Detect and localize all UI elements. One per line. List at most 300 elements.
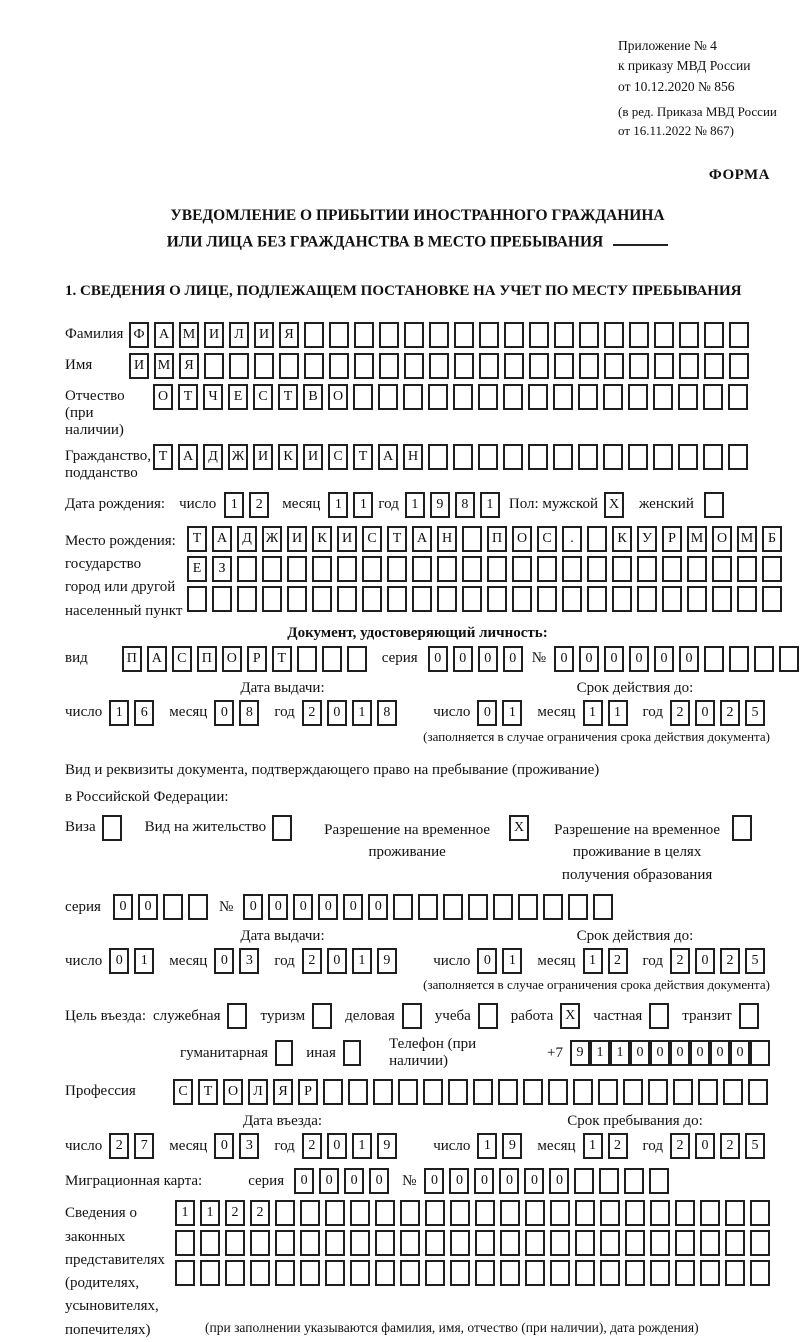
char-cell bbox=[728, 384, 748, 410]
char-cell bbox=[600, 1200, 620, 1226]
birth-day-cells bbox=[224, 492, 274, 518]
char-cell bbox=[629, 322, 649, 348]
char-cell bbox=[662, 556, 682, 582]
char-cell bbox=[200, 1230, 220, 1256]
char-cell bbox=[703, 384, 723, 410]
phone-cells bbox=[570, 1040, 770, 1066]
char-cell: 0 bbox=[604, 646, 624, 672]
char-cell bbox=[487, 556, 507, 582]
char-cell: Ф bbox=[129, 322, 149, 348]
form-title-line1: УВЕДОМЛЕНИЕ О ПРИБЫТИИ ИНОСТРАННОГО ГРАЖДАНИНА bbox=[170, 206, 665, 224]
residence-number-label: № bbox=[218, 898, 234, 915]
char-cell: А bbox=[412, 526, 432, 552]
char-cell: С bbox=[173, 1079, 193, 1105]
char-cell bbox=[329, 353, 349, 379]
residence-series-row bbox=[65, 894, 770, 920]
char-cell bbox=[212, 586, 232, 612]
char-cell bbox=[425, 1230, 445, 1256]
char-cell bbox=[163, 894, 183, 920]
char-cell: П bbox=[487, 526, 507, 552]
temp-residence-education-checkbox bbox=[732, 815, 752, 841]
char-cell: 0 bbox=[695, 700, 715, 726]
char-cell bbox=[604, 322, 624, 348]
char-cell: П bbox=[122, 646, 142, 672]
char-cell bbox=[304, 322, 324, 348]
given-name-label: Имя bbox=[65, 356, 93, 373]
char-cell bbox=[337, 556, 357, 582]
doc-series-cells bbox=[428, 646, 528, 672]
char-cell: Ж bbox=[262, 526, 282, 552]
residence-series-label: серия bbox=[65, 898, 101, 915]
char-cell bbox=[454, 322, 474, 348]
char-cell bbox=[673, 1079, 693, 1105]
representatives-note: (при заполнении указываются фамилия, имя, отчество (при наличии), дата рождения) bbox=[205, 1320, 699, 1336]
char-cell bbox=[425, 1260, 445, 1286]
citizenship-row bbox=[65, 444, 770, 482]
char-cell: 1 bbox=[352, 700, 372, 726]
char-cell bbox=[237, 586, 257, 612]
char-cell: Л bbox=[248, 1079, 268, 1105]
char-cell bbox=[375, 1200, 395, 1226]
representatives-block bbox=[65, 1200, 770, 1342]
char-cell: Т bbox=[178, 384, 198, 410]
char-cell bbox=[523, 1079, 543, 1105]
entry-day-cells bbox=[109, 1133, 159, 1159]
representatives-cells bbox=[175, 1200, 775, 1342]
char-cell bbox=[675, 1260, 695, 1286]
char-cell: 0 bbox=[477, 948, 497, 974]
char-cell bbox=[712, 556, 732, 582]
char-cell: А bbox=[154, 322, 174, 348]
char-cell: Л bbox=[229, 322, 249, 348]
issue-month-cells bbox=[214, 700, 264, 726]
temp-residence-education-option: Разрешение на временное проживание в целях получения образования bbox=[548, 815, 757, 887]
char-cell bbox=[579, 353, 599, 379]
char-cell: 0 bbox=[549, 1168, 569, 1194]
residence-date-titles bbox=[65, 928, 770, 945]
char-cell: 5 bbox=[745, 948, 765, 974]
char-cell bbox=[475, 1230, 495, 1256]
migration-series-label: серия bbox=[248, 1172, 285, 1189]
char-cell bbox=[678, 384, 698, 410]
residence-dates bbox=[65, 948, 770, 974]
char-cell: 2 bbox=[302, 1133, 322, 1159]
char-cell bbox=[423, 1079, 443, 1105]
stay-month-cells bbox=[583, 1133, 633, 1159]
char-cell: О bbox=[223, 1079, 243, 1105]
valid-year-cells bbox=[670, 700, 770, 726]
char-cell: 2 bbox=[670, 1133, 690, 1159]
residence-issue-title: Дата выдачи: bbox=[240, 928, 325, 945]
char-cell: С bbox=[253, 384, 273, 410]
char-cell: 0 bbox=[654, 646, 674, 672]
char-cell: 1 bbox=[502, 948, 522, 974]
char-cell bbox=[603, 444, 623, 470]
char-cell: Р bbox=[298, 1079, 318, 1105]
sex-male-label: Пол: мужской bbox=[508, 496, 599, 513]
char-cell bbox=[450, 1260, 470, 1286]
char-cell bbox=[275, 1260, 295, 1286]
char-cell bbox=[329, 322, 349, 348]
residence-series-cells bbox=[113, 894, 213, 920]
char-cell: 2 bbox=[720, 948, 740, 974]
char-cell: 0 bbox=[243, 894, 263, 920]
char-cell bbox=[729, 353, 749, 379]
char-cell bbox=[578, 444, 598, 470]
stay-until-title: Срок пребывания до: bbox=[567, 1113, 703, 1130]
char-cell bbox=[429, 353, 449, 379]
representatives-line1 bbox=[175, 1200, 775, 1226]
char-cell bbox=[529, 353, 549, 379]
char-cell bbox=[453, 384, 473, 410]
char-cell: 2 bbox=[249, 492, 269, 518]
char-cell bbox=[404, 353, 424, 379]
char-cell bbox=[600, 1230, 620, 1256]
char-cell: 2 bbox=[720, 700, 740, 726]
appendix-line: Приложение № 4 bbox=[618, 38, 717, 53]
char-cell bbox=[279, 353, 299, 379]
char-cell bbox=[175, 1260, 195, 1286]
char-cell: 8 bbox=[455, 492, 475, 518]
char-cell: 9 bbox=[570, 1040, 590, 1066]
char-cell: М bbox=[179, 322, 199, 348]
char-cell: 1 bbox=[405, 492, 425, 518]
char-cell: 1 bbox=[353, 492, 373, 518]
char-cell: О bbox=[328, 384, 348, 410]
purpose-other-checkbox bbox=[343, 1040, 361, 1066]
char-cell bbox=[750, 1260, 770, 1286]
char-cell: 1 bbox=[134, 948, 154, 974]
char-cell bbox=[623, 1079, 643, 1105]
char-cell: А bbox=[212, 526, 232, 552]
char-cell bbox=[528, 444, 548, 470]
char-cell bbox=[188, 894, 208, 920]
amendment-line: от 16.11.2022 № 867) bbox=[618, 123, 735, 139]
char-cell bbox=[725, 1260, 745, 1286]
purpose-transit-checkbox bbox=[739, 1003, 759, 1029]
char-cell bbox=[350, 1230, 370, 1256]
issue-date-group: число 1 6 месяц 0 8 год 2 0 1 8 bbox=[65, 700, 412, 726]
char-cell bbox=[375, 1260, 395, 1286]
char-cell bbox=[468, 894, 488, 920]
char-cell: 0 bbox=[214, 948, 234, 974]
char-cell bbox=[400, 1260, 420, 1286]
entry-date-group: число 2 7 месяц 0 3 год 2 0 1 9 bbox=[65, 1133, 412, 1159]
char-cell: 9 bbox=[377, 948, 397, 974]
char-cell bbox=[587, 586, 607, 612]
char-cell: М bbox=[154, 353, 174, 379]
char-cell: И bbox=[129, 353, 149, 379]
char-cell bbox=[229, 353, 249, 379]
doc-type-label: вид bbox=[65, 650, 88, 667]
month-label: месяц bbox=[282, 496, 321, 513]
char-cell bbox=[675, 1230, 695, 1256]
birth-place-label: Место рождения: государство город или другой населенный пункт bbox=[65, 532, 183, 619]
char-cell bbox=[503, 444, 523, 470]
char-cell bbox=[573, 1079, 593, 1105]
purpose-study-checkbox bbox=[478, 1003, 498, 1029]
char-cell bbox=[650, 1230, 670, 1256]
char-cell: 0 bbox=[630, 1040, 650, 1066]
char-cell: И bbox=[253, 444, 273, 470]
char-cell bbox=[504, 353, 524, 379]
sex-male-checkbox: X bbox=[604, 492, 624, 518]
residence-permit-checkbox bbox=[272, 815, 292, 841]
purpose-business-checkbox bbox=[402, 1003, 422, 1029]
char-cell: 1 bbox=[224, 492, 244, 518]
char-cell: 2 bbox=[250, 1200, 270, 1226]
char-cell bbox=[287, 556, 307, 582]
char-cell bbox=[379, 322, 399, 348]
purpose-work-checkbox: X bbox=[560, 1003, 580, 1029]
char-cell: 0 bbox=[138, 894, 158, 920]
char-cell bbox=[528, 384, 548, 410]
char-cell: 0 bbox=[327, 948, 347, 974]
char-cell: 1 bbox=[590, 1040, 610, 1066]
char-cell bbox=[312, 556, 332, 582]
char-cell bbox=[425, 1200, 445, 1226]
char-cell bbox=[375, 1230, 395, 1256]
char-cell: Н bbox=[437, 526, 457, 552]
residence-issue-month bbox=[214, 948, 264, 974]
char-cell: Я bbox=[279, 322, 299, 348]
char-cell bbox=[554, 322, 574, 348]
char-cell: 0 bbox=[650, 1040, 670, 1066]
residence-permit-option: Вид на жительство bbox=[145, 815, 297, 841]
char-cell bbox=[325, 1260, 345, 1286]
day-label: число bbox=[179, 496, 217, 513]
char-cell bbox=[562, 586, 582, 612]
residence-number-cells bbox=[243, 894, 618, 920]
char-cell: 1 bbox=[583, 1133, 603, 1159]
char-cell: Е bbox=[228, 384, 248, 410]
representatives-label: Сведения о законных представителях (родителях, усыновителях, попечителях) bbox=[65, 1205, 165, 1338]
char-cell bbox=[275, 1200, 295, 1226]
purpose-tourism-checkbox bbox=[312, 1003, 332, 1029]
char-cell: У bbox=[637, 526, 657, 552]
doc-type-cells bbox=[122, 646, 372, 672]
char-cell: 0 bbox=[710, 1040, 730, 1066]
doc-series-label: серия bbox=[381, 650, 418, 667]
char-cell: 0 bbox=[344, 1168, 364, 1194]
identity-doc-date-titles bbox=[65, 680, 770, 697]
char-cell bbox=[475, 1260, 495, 1286]
char-cell bbox=[498, 1079, 518, 1105]
char-cell: К bbox=[312, 526, 332, 552]
char-cell bbox=[200, 1260, 220, 1286]
char-cell bbox=[687, 556, 707, 582]
char-cell bbox=[653, 444, 673, 470]
residence-doc-options bbox=[65, 815, 770, 887]
char-cell bbox=[624, 1168, 644, 1194]
amendment-line: (в ред. Приказа МВД России bbox=[618, 103, 777, 119]
char-cell: 8 bbox=[377, 700, 397, 726]
char-cell: Ч bbox=[203, 384, 223, 410]
char-cell bbox=[473, 1079, 493, 1105]
surname-cells bbox=[129, 322, 754, 348]
char-cell bbox=[400, 1200, 420, 1226]
char-cell: 5 bbox=[745, 700, 765, 726]
char-cell: 0 bbox=[499, 1168, 519, 1194]
char-cell bbox=[698, 1079, 718, 1105]
char-cell: 0 bbox=[695, 948, 715, 974]
migration-series-cells bbox=[294, 1168, 394, 1194]
char-cell: О bbox=[712, 526, 732, 552]
migration-number-cells bbox=[424, 1168, 674, 1194]
representatives-line2 bbox=[175, 1230, 775, 1256]
char-cell: 1 bbox=[352, 1133, 372, 1159]
citizenship-cells bbox=[153, 444, 753, 470]
char-cell: 0 bbox=[453, 646, 473, 672]
migration-card-row bbox=[65, 1168, 770, 1194]
char-cell: 0 bbox=[503, 646, 523, 672]
char-cell bbox=[662, 586, 682, 612]
birth-date-label: Дата рождения: bbox=[65, 496, 166, 513]
char-cell bbox=[704, 646, 724, 672]
char-cell: П bbox=[197, 646, 217, 672]
char-cell: 1 bbox=[610, 1040, 630, 1066]
char-cell bbox=[550, 1260, 570, 1286]
char-cell: 1 bbox=[328, 492, 348, 518]
char-cell bbox=[462, 556, 482, 582]
char-cell bbox=[348, 1079, 368, 1105]
valid-until-title: Срок действия до: bbox=[576, 679, 694, 696]
char-cell bbox=[637, 586, 657, 612]
identity-doc-heading: Документ, удостоверяющий личность: bbox=[287, 624, 548, 641]
char-cell: 0 bbox=[554, 646, 574, 672]
char-cell: 0 bbox=[474, 1168, 494, 1194]
char-cell bbox=[628, 384, 648, 410]
char-cell: Т bbox=[187, 526, 207, 552]
char-cell bbox=[554, 353, 574, 379]
doc-number-label: № bbox=[531, 650, 546, 667]
birth-date-row bbox=[65, 492, 770, 518]
char-cell bbox=[478, 444, 498, 470]
char-cell: Д bbox=[203, 444, 223, 470]
surname-label: Фамилия bbox=[65, 325, 124, 342]
char-cell bbox=[679, 353, 699, 379]
birth-place-line1 bbox=[187, 526, 787, 552]
char-cell bbox=[525, 1260, 545, 1286]
char-cell bbox=[703, 444, 723, 470]
char-cell: 0 bbox=[319, 1168, 339, 1194]
char-cell: 9 bbox=[377, 1133, 397, 1159]
temp-residence-option: Разрешение на временное проживание X bbox=[311, 815, 534, 864]
char-cell bbox=[500, 1230, 520, 1256]
char-cell bbox=[312, 586, 332, 612]
valid-day-cells bbox=[477, 700, 527, 726]
temp-residence-checkbox: X bbox=[509, 815, 529, 841]
char-cell bbox=[750, 1230, 770, 1256]
char-cell: С bbox=[172, 646, 192, 672]
char-cell bbox=[553, 384, 573, 410]
residence-valid-title: Срок действия до: bbox=[576, 928, 694, 945]
given-name-row bbox=[65, 353, 770, 379]
visit-purpose-label: Цель въезда: bbox=[65, 1007, 146, 1024]
char-cell bbox=[562, 556, 582, 582]
char-cell: 0 bbox=[109, 948, 129, 974]
char-cell bbox=[553, 444, 573, 470]
char-cell: 0 bbox=[327, 1133, 347, 1159]
char-cell bbox=[750, 1040, 770, 1066]
char-cell bbox=[454, 353, 474, 379]
char-cell bbox=[347, 646, 367, 672]
char-cell bbox=[404, 322, 424, 348]
form-title bbox=[65, 204, 770, 255]
char-cell: 0 bbox=[690, 1040, 710, 1066]
char-cell bbox=[300, 1200, 320, 1226]
char-cell bbox=[725, 1200, 745, 1226]
char-cell bbox=[625, 1230, 645, 1256]
char-cell bbox=[354, 322, 374, 348]
char-cell: Т bbox=[198, 1079, 218, 1105]
valid-month-cells bbox=[583, 700, 633, 726]
entry-year-cells bbox=[302, 1133, 402, 1159]
char-cell: 9 bbox=[502, 1133, 522, 1159]
char-cell bbox=[187, 586, 207, 612]
char-cell bbox=[579, 322, 599, 348]
char-cell: 2 bbox=[670, 700, 690, 726]
char-cell bbox=[593, 894, 613, 920]
char-cell: О bbox=[153, 384, 173, 410]
char-cell bbox=[275, 1230, 295, 1256]
char-cell bbox=[650, 1260, 670, 1286]
purpose-private-checkbox bbox=[649, 1003, 669, 1029]
char-cell: 1 bbox=[352, 948, 372, 974]
char-cell bbox=[548, 1079, 568, 1105]
char-cell: 0 bbox=[214, 1133, 234, 1159]
char-cell bbox=[750, 1200, 770, 1226]
char-cell bbox=[175, 1230, 195, 1256]
char-cell: 1 bbox=[480, 492, 500, 518]
char-cell bbox=[729, 322, 749, 348]
char-cell bbox=[700, 1260, 720, 1286]
char-cell: С bbox=[537, 526, 557, 552]
char-cell: А bbox=[378, 444, 398, 470]
char-cell bbox=[600, 1260, 620, 1286]
char-cell bbox=[453, 444, 473, 470]
char-cell bbox=[428, 444, 448, 470]
char-cell bbox=[728, 444, 748, 470]
given-name-cells bbox=[129, 353, 754, 379]
residence-issue-day bbox=[109, 948, 159, 974]
char-cell: 0 bbox=[695, 1133, 715, 1159]
char-cell bbox=[250, 1260, 270, 1286]
char-cell: А bbox=[178, 444, 198, 470]
char-cell bbox=[262, 556, 282, 582]
identity-doc-row bbox=[65, 646, 770, 672]
char-cell bbox=[712, 586, 732, 612]
char-cell bbox=[748, 1079, 768, 1105]
blank-underline bbox=[613, 229, 668, 247]
char-cell bbox=[500, 1200, 520, 1226]
char-cell bbox=[625, 1260, 645, 1286]
char-cell bbox=[322, 646, 342, 672]
char-cell: 0 bbox=[478, 646, 498, 672]
char-cell: 3 bbox=[239, 1133, 259, 1159]
char-cell bbox=[737, 556, 757, 582]
doc-number-cells bbox=[554, 646, 800, 672]
form-title-line2: ИЛИ ЛИЦА БЕЗ ГРАЖДАНСТВА В МЕСТО ПРЕБЫВАНИЯ bbox=[65, 229, 770, 255]
char-cell: 2 bbox=[608, 948, 628, 974]
char-cell bbox=[225, 1260, 245, 1286]
char-cell bbox=[575, 1230, 595, 1256]
char-cell bbox=[418, 894, 438, 920]
char-cell bbox=[400, 1230, 420, 1256]
char-cell bbox=[700, 1200, 720, 1226]
char-cell bbox=[574, 1168, 594, 1194]
char-cell: О bbox=[512, 526, 532, 552]
